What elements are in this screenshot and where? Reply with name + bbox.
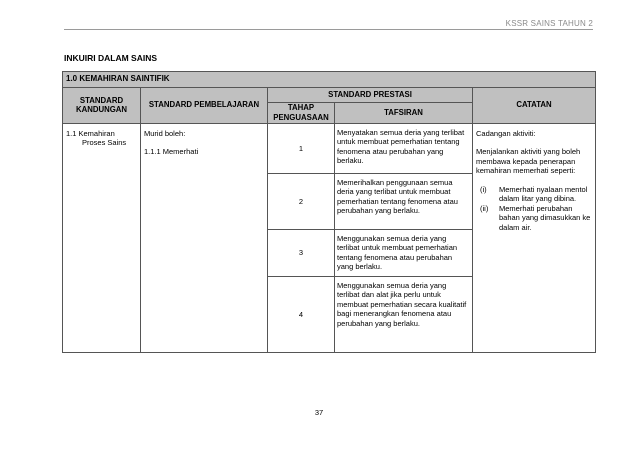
catatan-list-item	[476, 204, 592, 233]
page-number: 37	[314, 408, 324, 417]
catatan-cell	[473, 123, 596, 352]
pembelajaran-intro: Murid boleh:	[144, 128, 186, 138]
header-rule	[64, 29, 593, 30]
list-item-number: (ii)	[480, 203, 489, 213]
curriculum-table	[62, 71, 596, 353]
header-standard-kandungan: STANDARD KANDUNGAN	[63, 88, 141, 124]
tafsiran-cell: Menggunakan semua deria yang terlibat dan alat jika perlu untuk membuat pemerhatian secara kualitatif bagi menerangkan fenomena atau perubahan yang berlaku.	[335, 276, 473, 352]
standard-kandungan-cell	[63, 123, 141, 352]
header-tafsiran: TAFSIRAN	[335, 103, 473, 124]
section-bar: 1.0 KEMAHIRAN SAINTIFIK	[63, 72, 596, 88]
tahap-cell: 3	[268, 229, 335, 276]
catatan-list-item	[476, 185, 592, 204]
header-standard-pembelajaran: STANDARD PEMBELAJARAN	[141, 88, 268, 124]
catatan-paragraph: Menjalankan aktiviti yang boleh membawa kepada penerapan kemahiran memerhati seperti:	[476, 147, 581, 176]
section-title: INKUIRI DALAM SAINS	[64, 53, 158, 63]
header-catatan: CATATAN	[473, 88, 596, 124]
list-item-number: (i)	[480, 184, 487, 194]
catatan-intro: Cadangan aktiviti:	[476, 128, 536, 138]
list-item-text: Memerhati nyalaan mentol dalam litar yang dibina.	[499, 184, 588, 204]
tahap-cell: 4	[268, 276, 335, 352]
pembelajaran-item: 1.1.1 Memerhati	[144, 147, 199, 157]
running-header: KSSR SAINS TAHUN 2	[505, 19, 593, 28]
tahap-cell: 1	[268, 123, 335, 173]
header-standard-prestasi: STANDARD PRESTASI	[268, 88, 473, 103]
tafsiran-cell: Menggunakan semua deria yang terlibat untuk membuat pemerhatian tentang fenomena atau perubahan yang berlaku.	[335, 229, 473, 276]
standard-kandungan-text: 1.1 Kemahiran Proses Sains	[66, 128, 127, 148]
tafsiran-cell: Memerihalkan penggunaan semua deria yang terlibat untuk membuat pemerhatian tentang fenomena atau perubahan yang berlaku.	[335, 173, 473, 229]
list-item-text: Memerhati perubahan bahan yang dimasukkan ke dalam air.	[499, 203, 591, 232]
tafsiran-cell: Menyatakan semua deria yang terlibat untuk membuat pemerhatian tentang fenomena atau perubahan yang berlaku.	[335, 123, 473, 173]
header-tahap-penguasaan: TAHAP PENGUASAAN	[268, 103, 335, 124]
tahap-cell: 2	[268, 173, 335, 229]
standard-pembelajaran-cell	[141, 123, 268, 352]
